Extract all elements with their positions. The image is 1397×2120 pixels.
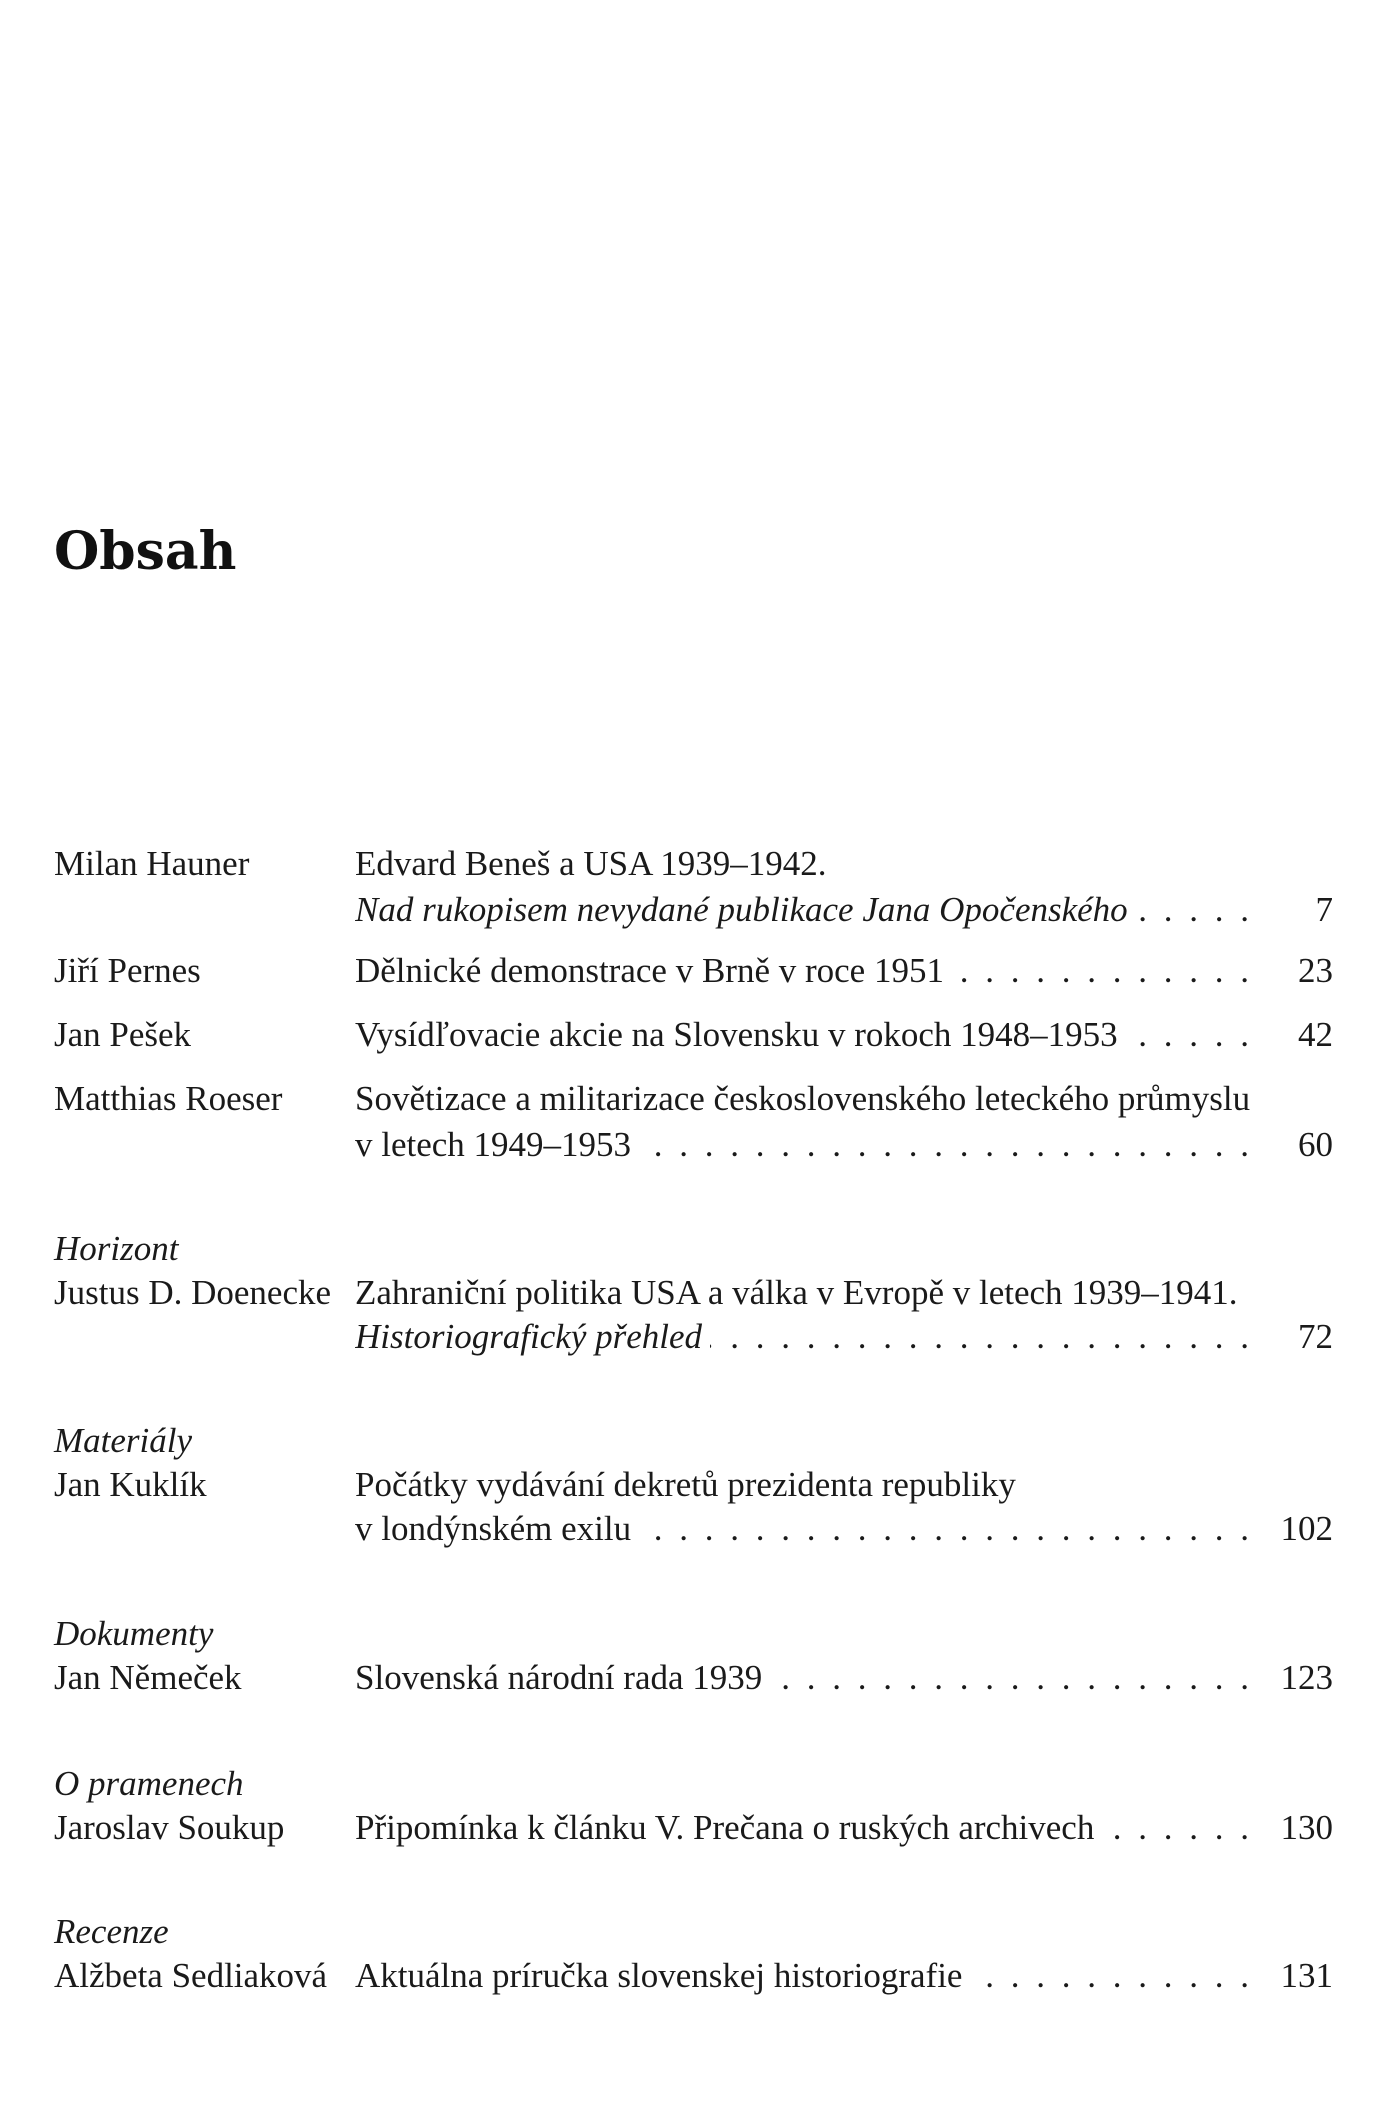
toc-article-title: Slovenská národní rada 1939 . . . [355, 1656, 1253, 1700]
toc-article-title-cont: v letech 1949–1953 . . . [355, 1123, 1253, 1167]
toc-entry-line [0, 1507, 1397, 1557]
toc-entry-line [0, 1315, 1397, 1365]
toc-article-title: Sovětizace a militarizace československého leteckého průmyslu [355, 1079, 1251, 1118]
toc-entry-line [0, 1123, 1397, 1173]
toc-author: Jaroslav Soukup [54, 1808, 285, 1847]
toc-author: Jan Němeček [54, 1658, 242, 1697]
toc-entry [0, 1271, 1397, 1321]
toc-entry [0, 1013, 1397, 1063]
toc-entry [0, 1463, 1397, 1513]
toc-author: Matthias Roeser [54, 1079, 283, 1118]
section-heading: Horizont [54, 1229, 179, 1268]
section-heading: Recenze [54, 1912, 169, 1951]
toc-entry [0, 842, 1397, 892]
toc-page-number: 102 [1280, 1509, 1333, 1548]
toc-article-title: Aktuálna príručka slovenskej historiografie . . . [355, 1954, 1253, 1998]
toc-author: Jan Pešek [54, 1015, 192, 1054]
toc-article-title: Připomínka k článku V. Prečana o ruských archivech . . . [355, 1806, 1253, 1850]
toc-article-title: Vysídľovacie akcie na Slovensku v rokoch 1948–1953 . . . [355, 1013, 1253, 1057]
toc-entry [0, 1077, 1397, 1127]
section-heading: Dokumenty [54, 1614, 214, 1653]
toc-author: Justus D. Doenecke [54, 1273, 332, 1312]
toc-page-number: 131 [1280, 1956, 1333, 1995]
toc-author: Alžbeta Sedliaková [54, 1956, 328, 1995]
toc-entry-line [0, 888, 1397, 938]
toc-article-subtitle: Historiografický přehled . . . [355, 1315, 1253, 1359]
toc-article-title: Zahraniční politika USA a válka v Evropě v letech 1939–1941. [355, 1273, 1238, 1312]
toc-page-number: 130 [1280, 1808, 1333, 1847]
toc-author: Milan Hauner [54, 844, 250, 883]
toc-entry [0, 1954, 1397, 2004]
toc-article-subtitle: Nad rukopisem nevydané publikace Jana Opočenského . . . [355, 888, 1253, 932]
toc-page-number: 42 [1298, 1015, 1333, 1054]
toc-author: Jiří Pernes [54, 951, 201, 990]
toc-entry [0, 949, 1397, 999]
toc-article-title: Edvard Beneš a USA 1939–1942. [355, 844, 827, 883]
toc-article-title: Počátky vydávání dekretů prezidenta republiky [355, 1465, 1016, 1504]
toc-page-number: 60 [1298, 1125, 1333, 1164]
toc-page-number: 7 [1315, 890, 1333, 929]
toc-entry [0, 1656, 1397, 1706]
toc-author: Jan Kuklík [54, 1465, 207, 1504]
section-heading: Materiály [54, 1421, 193, 1460]
toc-article-title-cont: v londýnském exilu . . . [355, 1507, 1253, 1551]
section-heading: O pramenech [54, 1764, 244, 1803]
toc-page-number: 72 [1298, 1317, 1333, 1356]
toc-article-title: Dělnické demonstrace v Brně v roce 1951 . . . [355, 949, 1253, 993]
toc-page-number: 123 [1280, 1658, 1333, 1697]
toc-page-number: 23 [1298, 951, 1333, 990]
toc-entry [0, 1806, 1397, 1856]
page-title: Obsah [54, 521, 237, 582]
